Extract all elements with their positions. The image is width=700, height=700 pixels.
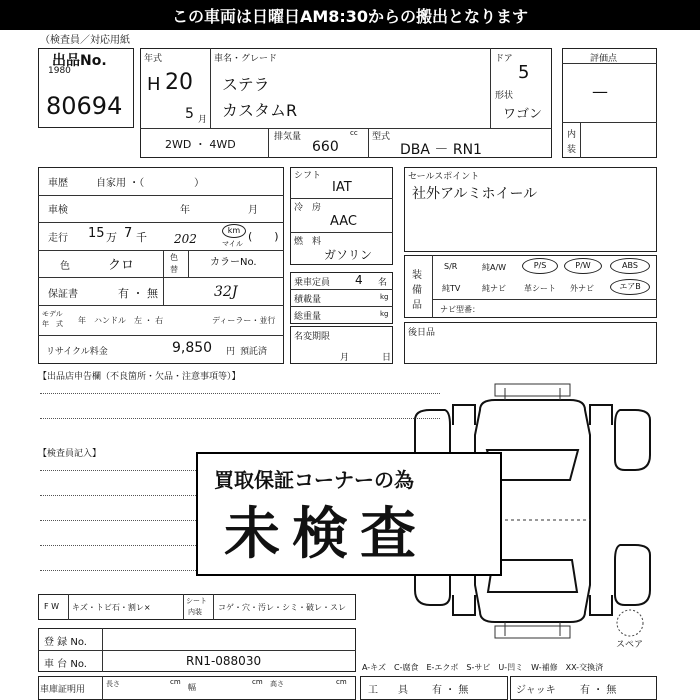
model-value: DBA － RN1 [400,142,482,158]
history-label: 車歴 [48,178,68,189]
score-label: 評価点 [590,54,618,64]
stamp-line-1: 買取保証コーナーの為 [214,468,414,492]
equip-tv: 純TV [442,284,461,293]
height-unit: cm [336,678,347,686]
chassis-label: 車 台 No. [44,659,87,670]
height-label: 高さ [270,680,284,688]
shift-value: IAT [332,180,352,195]
color-no-label: カラーNo. [210,257,257,268]
equipment-label-3: 品 [412,300,422,311]
shift-label: シフト [294,171,322,181]
man-unit: 万 [106,231,117,244]
transfer-day: 日 [382,353,392,363]
name-label: 車名・グレード [214,54,278,64]
fuel-value: ガソリン [324,248,373,262]
car-name: ステラ [222,75,270,94]
door-label: ドア [495,54,513,64]
sen-unit: 千 [136,231,147,244]
mileage-sen: 7 [124,226,133,241]
capacity-value: 4 [355,273,363,287]
history-value: 自家用 ・（ ） [96,178,205,189]
score-value: — [592,82,608,101]
spare-tire-icon [617,610,643,636]
gross-unit: kg [380,310,389,318]
recycle-value: 9,850 [172,340,213,356]
month-unit: 月 [198,115,208,125]
tools-value: 有 ・ 無 [432,685,469,696]
tools-label: 工 具 [368,685,408,696]
color-label: 色 [60,261,70,272]
mileage-label: 走行 [48,233,68,244]
seat-label-2: 内装 [188,608,202,616]
inspection-label: 車検 [48,205,68,216]
displacement-label: 排気量 [274,132,302,142]
transfer-month: 月 [340,353,350,363]
model-year-label-1: モデル [42,310,63,318]
fuel-label: 燃 料 [294,237,322,247]
spare-label: スペア [616,640,644,650]
transfer-label: 名変期限 [294,332,331,342]
mileage-handwritten: 202 [174,232,197,246]
color-sub-1: 色 [170,253,178,262]
model-year-unit: 年 [78,316,86,325]
length-label: 長さ [106,680,120,688]
shape-label: 形状 [495,91,514,101]
gross-label: 総重量 [294,312,322,322]
model-label: 型式 [372,132,391,142]
code-legend: A-キズ C-腐食 E-エクボ S-サビ U-凹ミ W-補修 XX-交換済 [362,663,604,672]
sales-label: セールスポイント [408,172,480,182]
dealer-import: ディーラー・並行 [212,316,276,325]
fw-label: F W [44,602,60,611]
door-count: 5 [518,62,530,83]
month-value: 5 [185,106,194,122]
capacity-label: 乗車定員 [294,278,331,288]
interior-label-1: 内 [567,130,577,140]
equip-leather: 革シート [524,284,556,293]
handle-side: ハンドル 左 ・ 右 [94,316,164,325]
length-unit: cm [170,678,181,686]
color-number: 32J [214,284,238,300]
capacity-unit: 名 [378,278,388,288]
shape-value: ワゴン [503,107,543,122]
year-era: H [147,74,161,95]
width-label: 幅 [188,683,196,692]
inspection-month-unit: 月 [248,205,258,216]
equip-pw-circle: P/W [564,258,602,274]
color-value: クロ [108,258,135,273]
inspection-year-unit: 年 [180,205,190,216]
seat-label-1: シート [186,597,207,605]
exhibit-number: 80694 [46,92,123,120]
seat-text: コゲ・穴・汚レ・シミ・破レ・スレ [218,603,346,612]
warranty-value: 有 ・ 無 [118,287,158,300]
garage-cert-box [38,676,356,700]
mileage-man: 15 [88,226,105,241]
sales-point: 社外アルミホイール [412,186,538,202]
car-grade: カスタムR [222,101,298,120]
fw-text: キズ・トビ石・割レ× [72,603,151,612]
jack-label: ジャッキ [516,685,556,696]
exhibit-small: 1980 [48,66,71,76]
recycle-unit: 円 [226,347,236,357]
equip-airbag-circle: エアB [610,279,650,295]
form-title: （検査員／対応用紙 [40,35,130,46]
chassis-number: RN1-088030 [186,654,262,668]
equip-sr: S/R [444,262,458,271]
ac-label: 冷 房 [294,203,322,213]
load-unit: kg [380,293,389,301]
warranty-label: 保証書 [48,289,78,300]
width-unit: cm [252,678,263,686]
recycle-note: 預託済 [240,347,268,357]
interior-label-2: 装 [567,145,577,155]
garage-cert-label: 車庫証明用 [40,685,86,695]
recycle-label: リサイクル料金 [46,347,108,357]
color-sub-2: 替 [170,265,178,274]
dealer-report-label: 【出品店申告欄（不良箇所・欠品・注意事項等）】 [38,372,241,382]
equip-abs-circle: ABS [610,258,650,274]
navi-model-label: ナビ型番： [440,305,480,314]
banner-text: この車両は日曜日AM8:30からの搬出となります [171,7,529,26]
ac-value: AAC [330,214,357,229]
mile-label: マイル [222,240,243,248]
equipment-label-1: 装 [412,270,422,281]
cc-label: cc [350,129,358,137]
reg-no-label: 登 録 No. [44,637,87,648]
exhibit-label: 出品No. [52,53,107,69]
jack-value: 有 ・ 無 [580,685,617,696]
km-circle: km [222,224,246,238]
post-install-box [404,322,657,364]
post-install-label: 後日品 [408,328,436,338]
equipment-label-2: 備 [412,285,422,296]
year-value: 20 [165,70,193,95]
equip-alloy: 純A/W [482,263,507,272]
load-label: 積載量 [294,295,322,305]
equip-ps-circle: P/S [522,258,558,274]
displacement-value: 660 [312,139,339,155]
stamp-line-2: 未検査 [224,502,428,567]
score-box [562,48,657,158]
inspector-label: 【検査員記入】 [38,449,102,459]
equip-navi: 純ナビ [482,284,506,293]
equip-ext-navi: 外ナビ [570,284,594,293]
year-label: 年式 [144,54,163,64]
drive-type: 2WD ・ 4WD [165,138,236,151]
model-year-label-2: 年 式 [42,320,63,328]
